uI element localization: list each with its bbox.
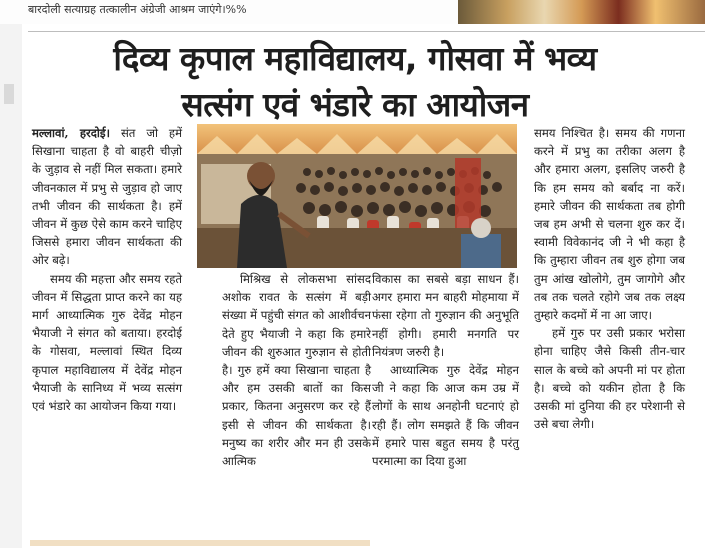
- previous-article-snippet: बारदोली सत्याग्रह तत्कालीन अंग्रेजी आश्रम जाएंगे।%%: [28, 3, 247, 16]
- headline-line-1: दिव्य कृपाल महाविद्यालय, गोसवा में भव्य: [113, 39, 597, 78]
- bottom-bar: [30, 540, 370, 546]
- paragraph: हमें गुरु पर उसी प्रकार भरोसा होना चाहिए जैसे किसी तीन-चार साल के बच्चे को अपनी मां पर होता है। बच्चे को यकीन होता है कि उसकी मां दुनिया की हर परेशानी से उसे बचा लेगी।: [534, 326, 685, 432]
- top-rule: [28, 31, 705, 32]
- top-photo-fragment: [458, 0, 705, 24]
- article-column-3: [372, 270, 519, 470]
- headline-line-2: सत्संग एवं भंडारे का आयोजन: [181, 85, 529, 124]
- top-strip: [0, 0, 705, 24]
- article-column-4: [534, 124, 685, 433]
- page-left-edge: [0, 24, 22, 548]
- event-photo: [197, 124, 517, 268]
- edge-mark: [4, 84, 14, 104]
- dateline: मल्लावां, हरदोई।: [32, 126, 110, 140]
- paragraph: मिश्रिख से लोकसभा सांसद अशोक रावत के सत्संग में बड़ी संख्या में पहुंची संगत को आशीर्वचन देते हुए भैयाजी ने कहा कि हमारे जीवन की शुरुआत गुरुज्ञान से होती है। गुरु हमें क्या सिखाना चाहता है और हम उसकी बातों का किस प्रकार, कितना अनुसरण कर रहे हैं इसी से जीवन की सार्थकता है। मनुष्य का शरीर और मन ही उसके आत्मिक: [222, 272, 371, 469]
- paragraph-text: संत जो हमें सिखाना चाहता है वो बाहरी चीज़ो के जुड़ाव से नहीं मिल सकता। हमारे जीवनकाल में प्रभु से जुड़ाव हो जाए तभी जीवन की सार्थकता है। हमें जीवन में कुछ ऐसे काम करने चाहिए जिससे हमारा जीवन सार्थकता की ओर बढ़े।: [32, 126, 182, 268]
- article-column-1: [32, 124, 182, 415]
- paragraph: विकास का सबसे बड़ा साधन हैं। अगर हमारा मन बाहरी मोहमाया में फंसा रहेगा तो गुरुज्ञान की अनुभूति नहीं होगी। हमारी मनगति पर नियंत्रण जरुरी है।: [372, 272, 519, 359]
- paragraph: आध्यात्मिक गुरु देवेंद्र मोहन जी ने कहा कि आज कम उम्र में लोगों के साथ अनहोनी घटनाएं हो रही हैं। लोग समझते हैं कि जीवन में हमारे पास बहुत समय है परंतु परमात्मा का दिया हुआ: [372, 363, 519, 469]
- article-column-2: [222, 270, 371, 470]
- paragraph: [32, 124, 182, 270]
- speaker-at-podium-crowd-photo: [197, 124, 517, 268]
- paragraph: समय निश्चित है। समय की गणना करने में प्रभु का तरीका अलग है और हमारा अलग, इसलिए जरुरी है कि हम समय को बर्बाद ना करें। हमारे जीवन की सार्थकता तब होगी जब हम अभी से चलना शुरु कर दें। स्वामी विवेकानंद जी ने भी कहा है कि तुम्हारा जीवन तब शुरु होगा जब तुम आंख खोलोगे, तुम जागोगे और तब तक चलते रहोगे जब तक लक्ष्य तुम्हारे कदमों में ना आ जाए।: [534, 126, 685, 323]
- paragraph: समय की महत्ता और समय रहते जीवन में सिद्धता प्राप्त करने का यह मार्ग आध्यात्मिक गुरु देवेंद्र मोहन भैयाजी ने संगत को बताया। हरदोई के गोसवा, मल्लावां स्थित दिव्य कृपाल महाविद्यालय में देवेंद्र मोहन भैयाजी के सानिध्य में भव्य सत्संग एवं भंडारे का आयोजन किया गया।: [32, 271, 182, 414]
